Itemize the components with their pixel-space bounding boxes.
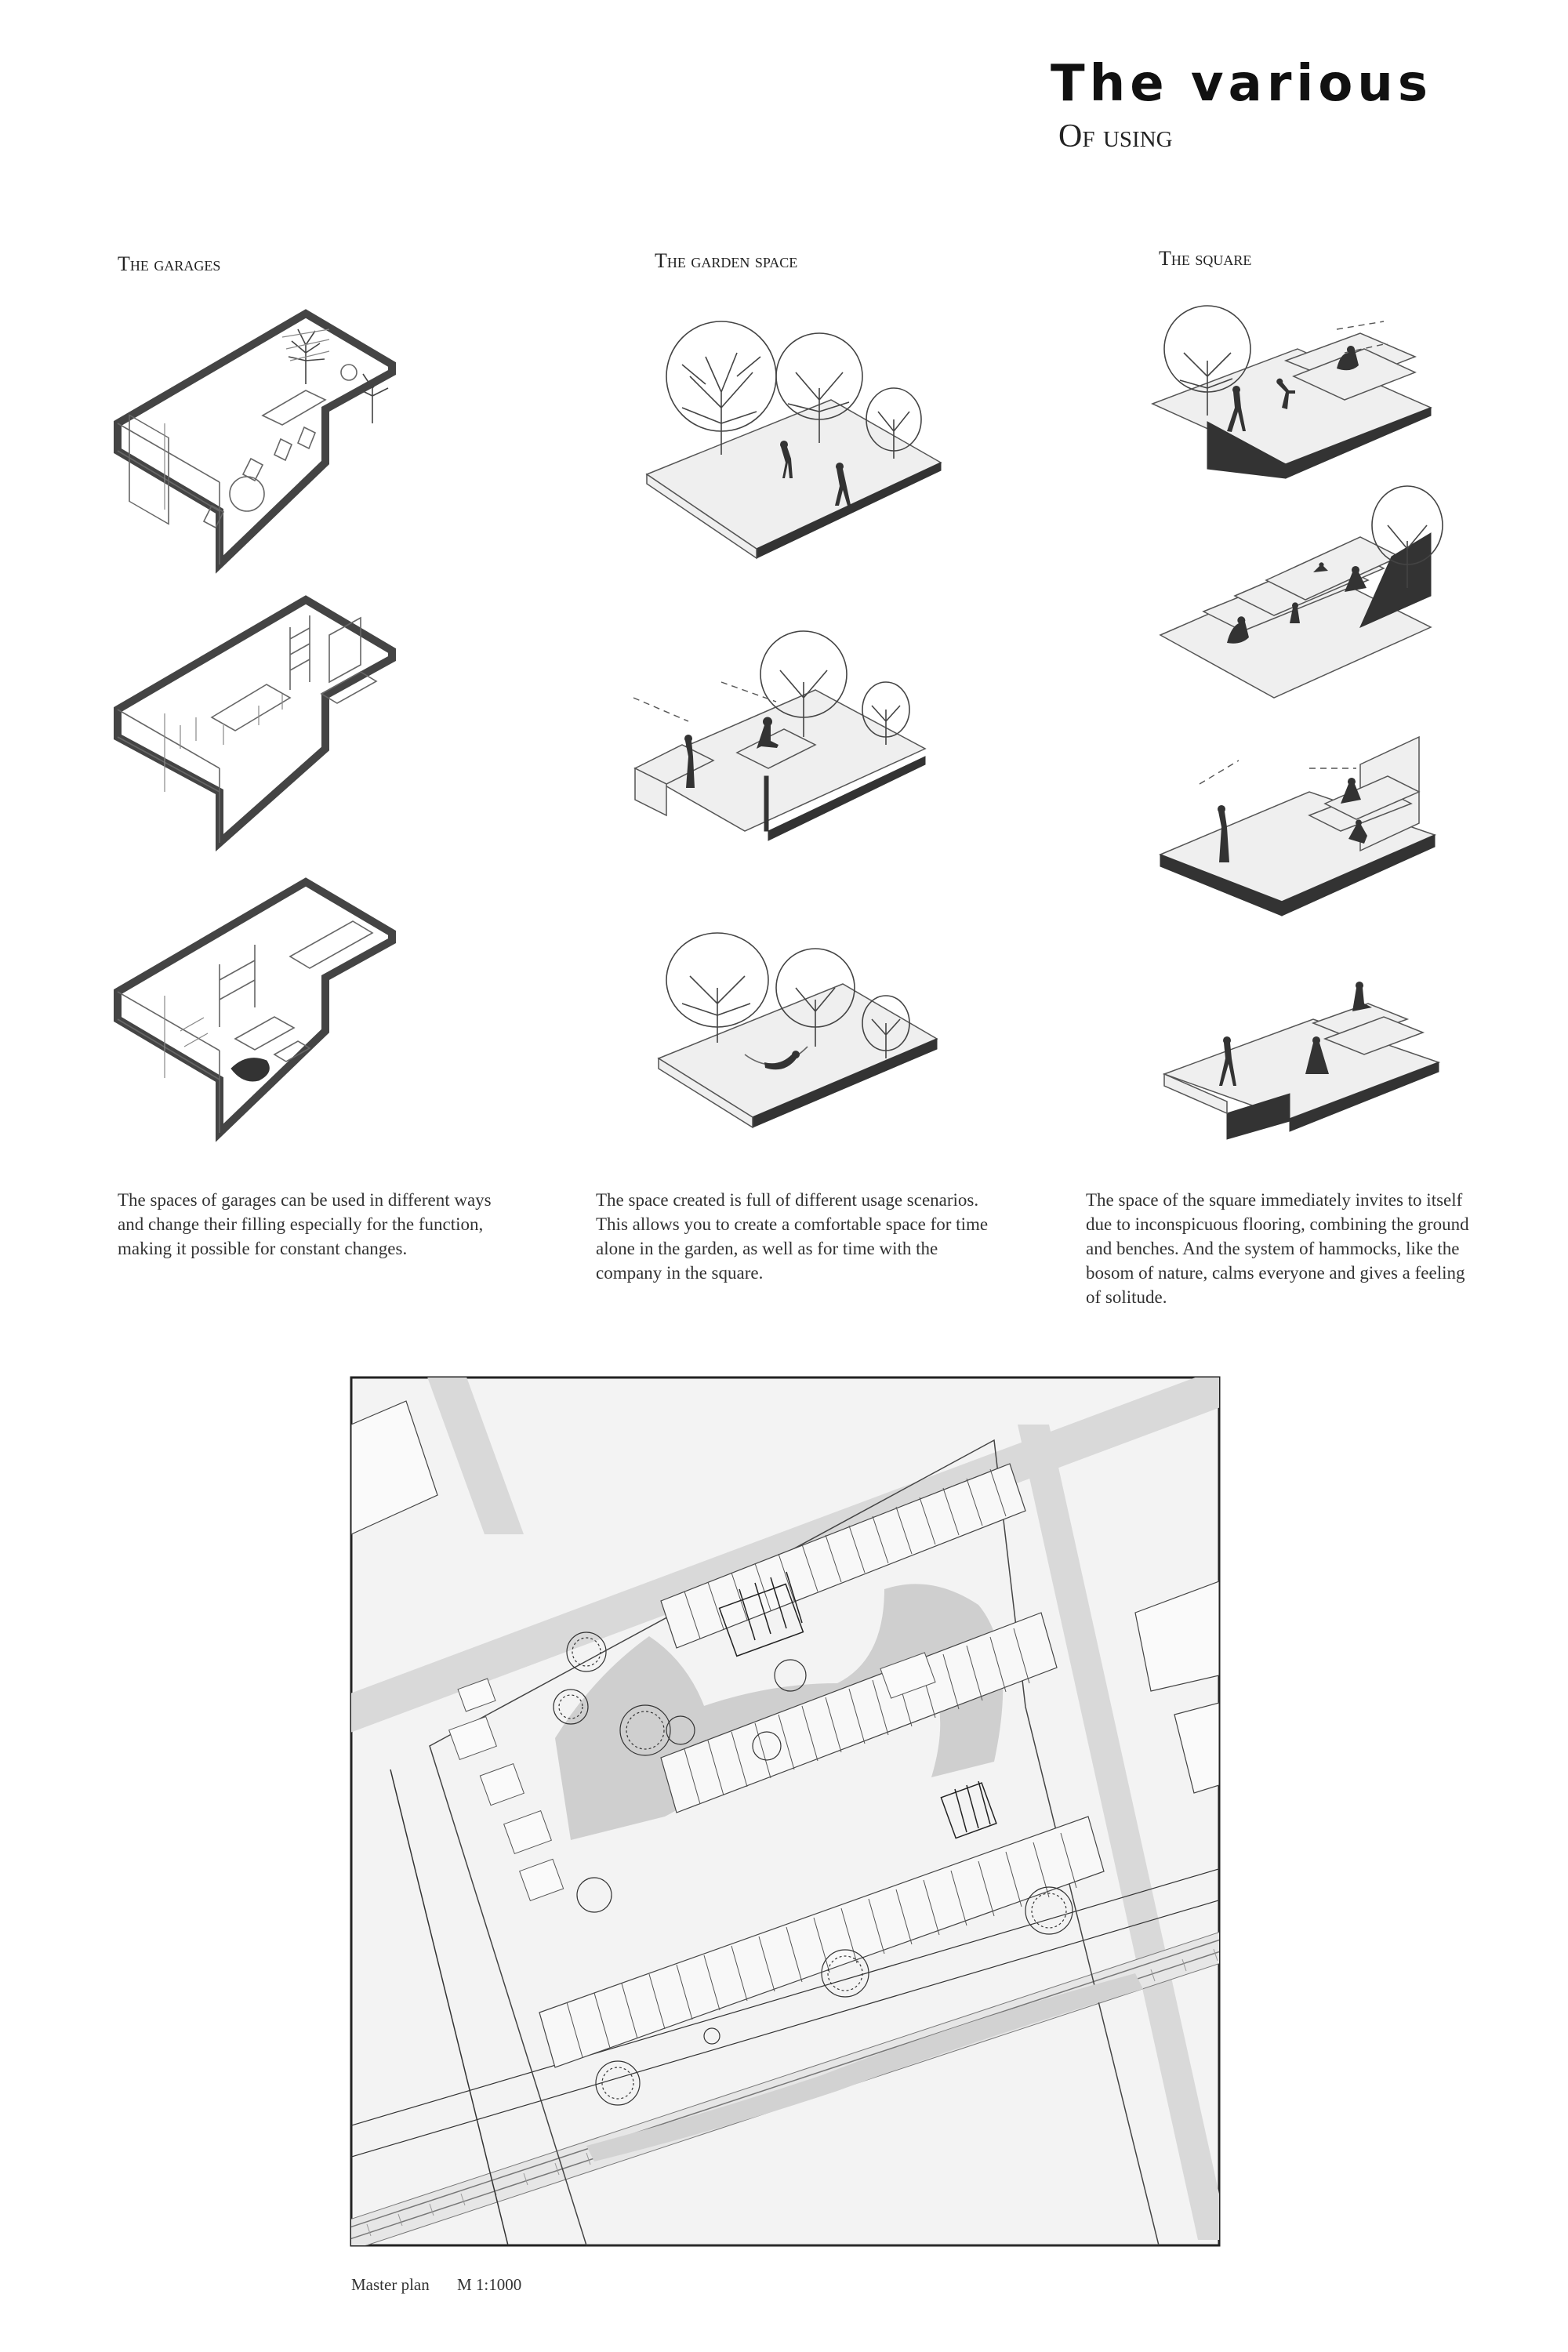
garage-axonometric-3	[110, 874, 423, 1141]
garage-axonometric-1	[110, 306, 423, 572]
square-axonometric-3	[1152, 713, 1450, 925]
square-axonometric-4	[1156, 945, 1454, 1149]
garages-heading: The garages	[118, 252, 221, 275]
square-heading: The square	[1159, 247, 1252, 270]
garden-description: The space created is full of different usage scenarios. This allows you to create a comfortable space for time alone in the garden, as well as for time with the company in the square.	[596, 1190, 989, 1283]
master-plan	[351, 1377, 1219, 2245]
square-description: The space of the square immediately invites to itself due to inconspicuous flooring, combining the ground and benches. And the system of hammocks, like the bosom of nature, calms everyone and gives a feeling of solitude.	[1086, 1190, 1469, 1307]
page-title: The various	[1051, 55, 1432, 113]
square-axonometric-1	[1149, 290, 1446, 486]
garden-axonometric-2	[627, 619, 941, 855]
garage-axonometric-2	[110, 592, 423, 851]
square-axonometric-2	[1156, 470, 1446, 706]
garden-axonometric-3	[655, 933, 968, 1145]
garden-axonometric-1	[643, 314, 956, 572]
page-subtitle: Of using	[1058, 118, 1173, 154]
masterplan-label: Master plan	[351, 2275, 430, 2294]
garden-heading: The garden space	[655, 249, 798, 272]
masterplan-scale: M 1:1000	[457, 2275, 522, 2294]
garages-description: The spaces of garages can be used in different ways and change their filling especially for the function, making it possible for constant changes.	[118, 1190, 492, 1258]
